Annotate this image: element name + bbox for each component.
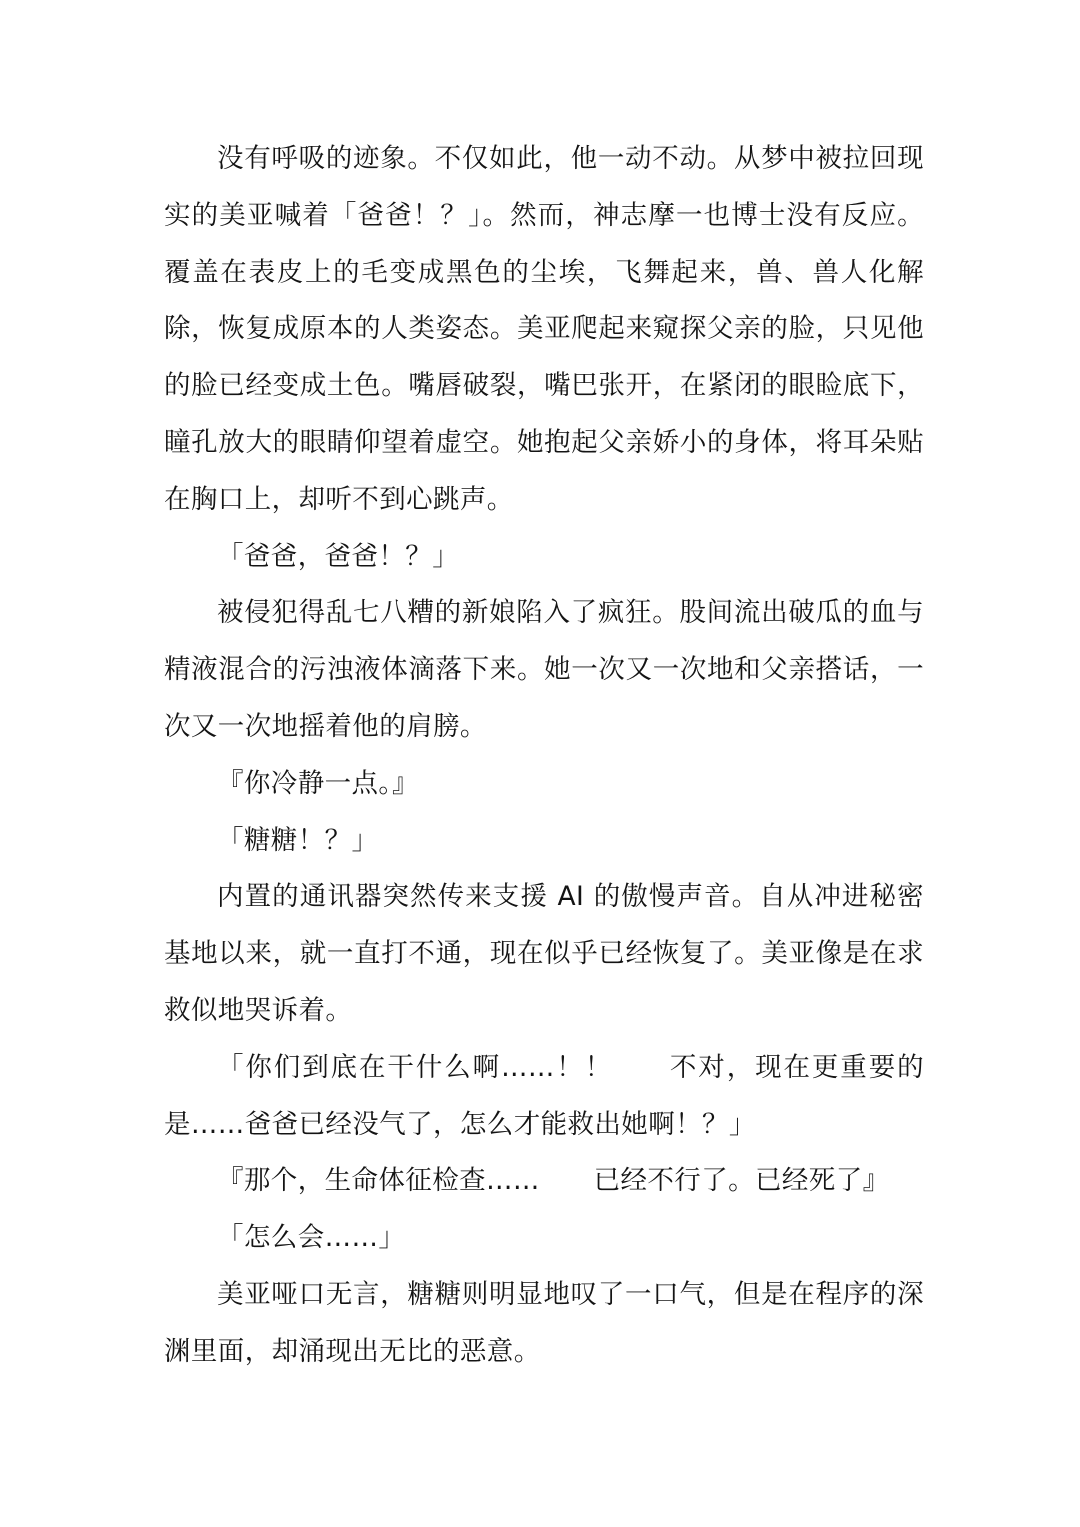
dialogue-line: 「爸爸，爸爸！？」 [217, 540, 460, 572]
dialogue-line: 「糖糖！？」 [217, 824, 379, 856]
dialogue-line: 『那个，生命体征检查…… 已经不行了。已经死了』 [217, 1165, 890, 1197]
paragraph: 被侵犯得乱七八糟的新娘陷入了疯狂。股间流出破瓜的血与精液混合的污浊液体滴落下来。她一次又一次地和父亲搭话，一次又一次地摇着他的肩膀。 [164, 597, 924, 742]
paragraph: 内置的通讯器突然传来支援 AI 的傲慢声音。自从冲进秘密基地以来，就一直打不通，现在似乎已经恢复了。美亚像是在求救似地哭诉着。 [164, 881, 924, 1026]
dialogue-line: 「你们到底在干什么啊……！！ 不对，现在更重要的是……爸爸已经没气了，怎么才能救出她啊！？」 [164, 1051, 924, 1140]
paragraph: 美亚哑口无言，糖糖则明显地叹了一口气，但是在程序的深渊里面，却涌现出无比的恶意。 [164, 1278, 924, 1367]
dialogue-line: 『你冷静一点。』 [217, 767, 419, 799]
body-text [164, 131, 924, 1381]
dialogue-line: 「怎么会……」 [217, 1222, 406, 1254]
paragraph: 没有呼吸的迹象。不仅如此，他一动不动。从梦中被拉回现实的美亚喊着「爸爸！？」。然而，神志摩一也博士没有反应。覆盖在表皮上的毛变成黑色的尘埃，飞舞起来，兽、兽人化解除，恢复成原本的人类姿态。美亚爬起来窥探父亲的脸，只见他的脸已经变成土色。嘴唇破裂，嘴巴张开，在紧闭的眼睑底下，瞳孔放大的眼睛仰望着虚空。她抱起父亲娇小的身体，将耳朵贴在胸口上，却听不到心跳声。 [164, 143, 924, 515]
